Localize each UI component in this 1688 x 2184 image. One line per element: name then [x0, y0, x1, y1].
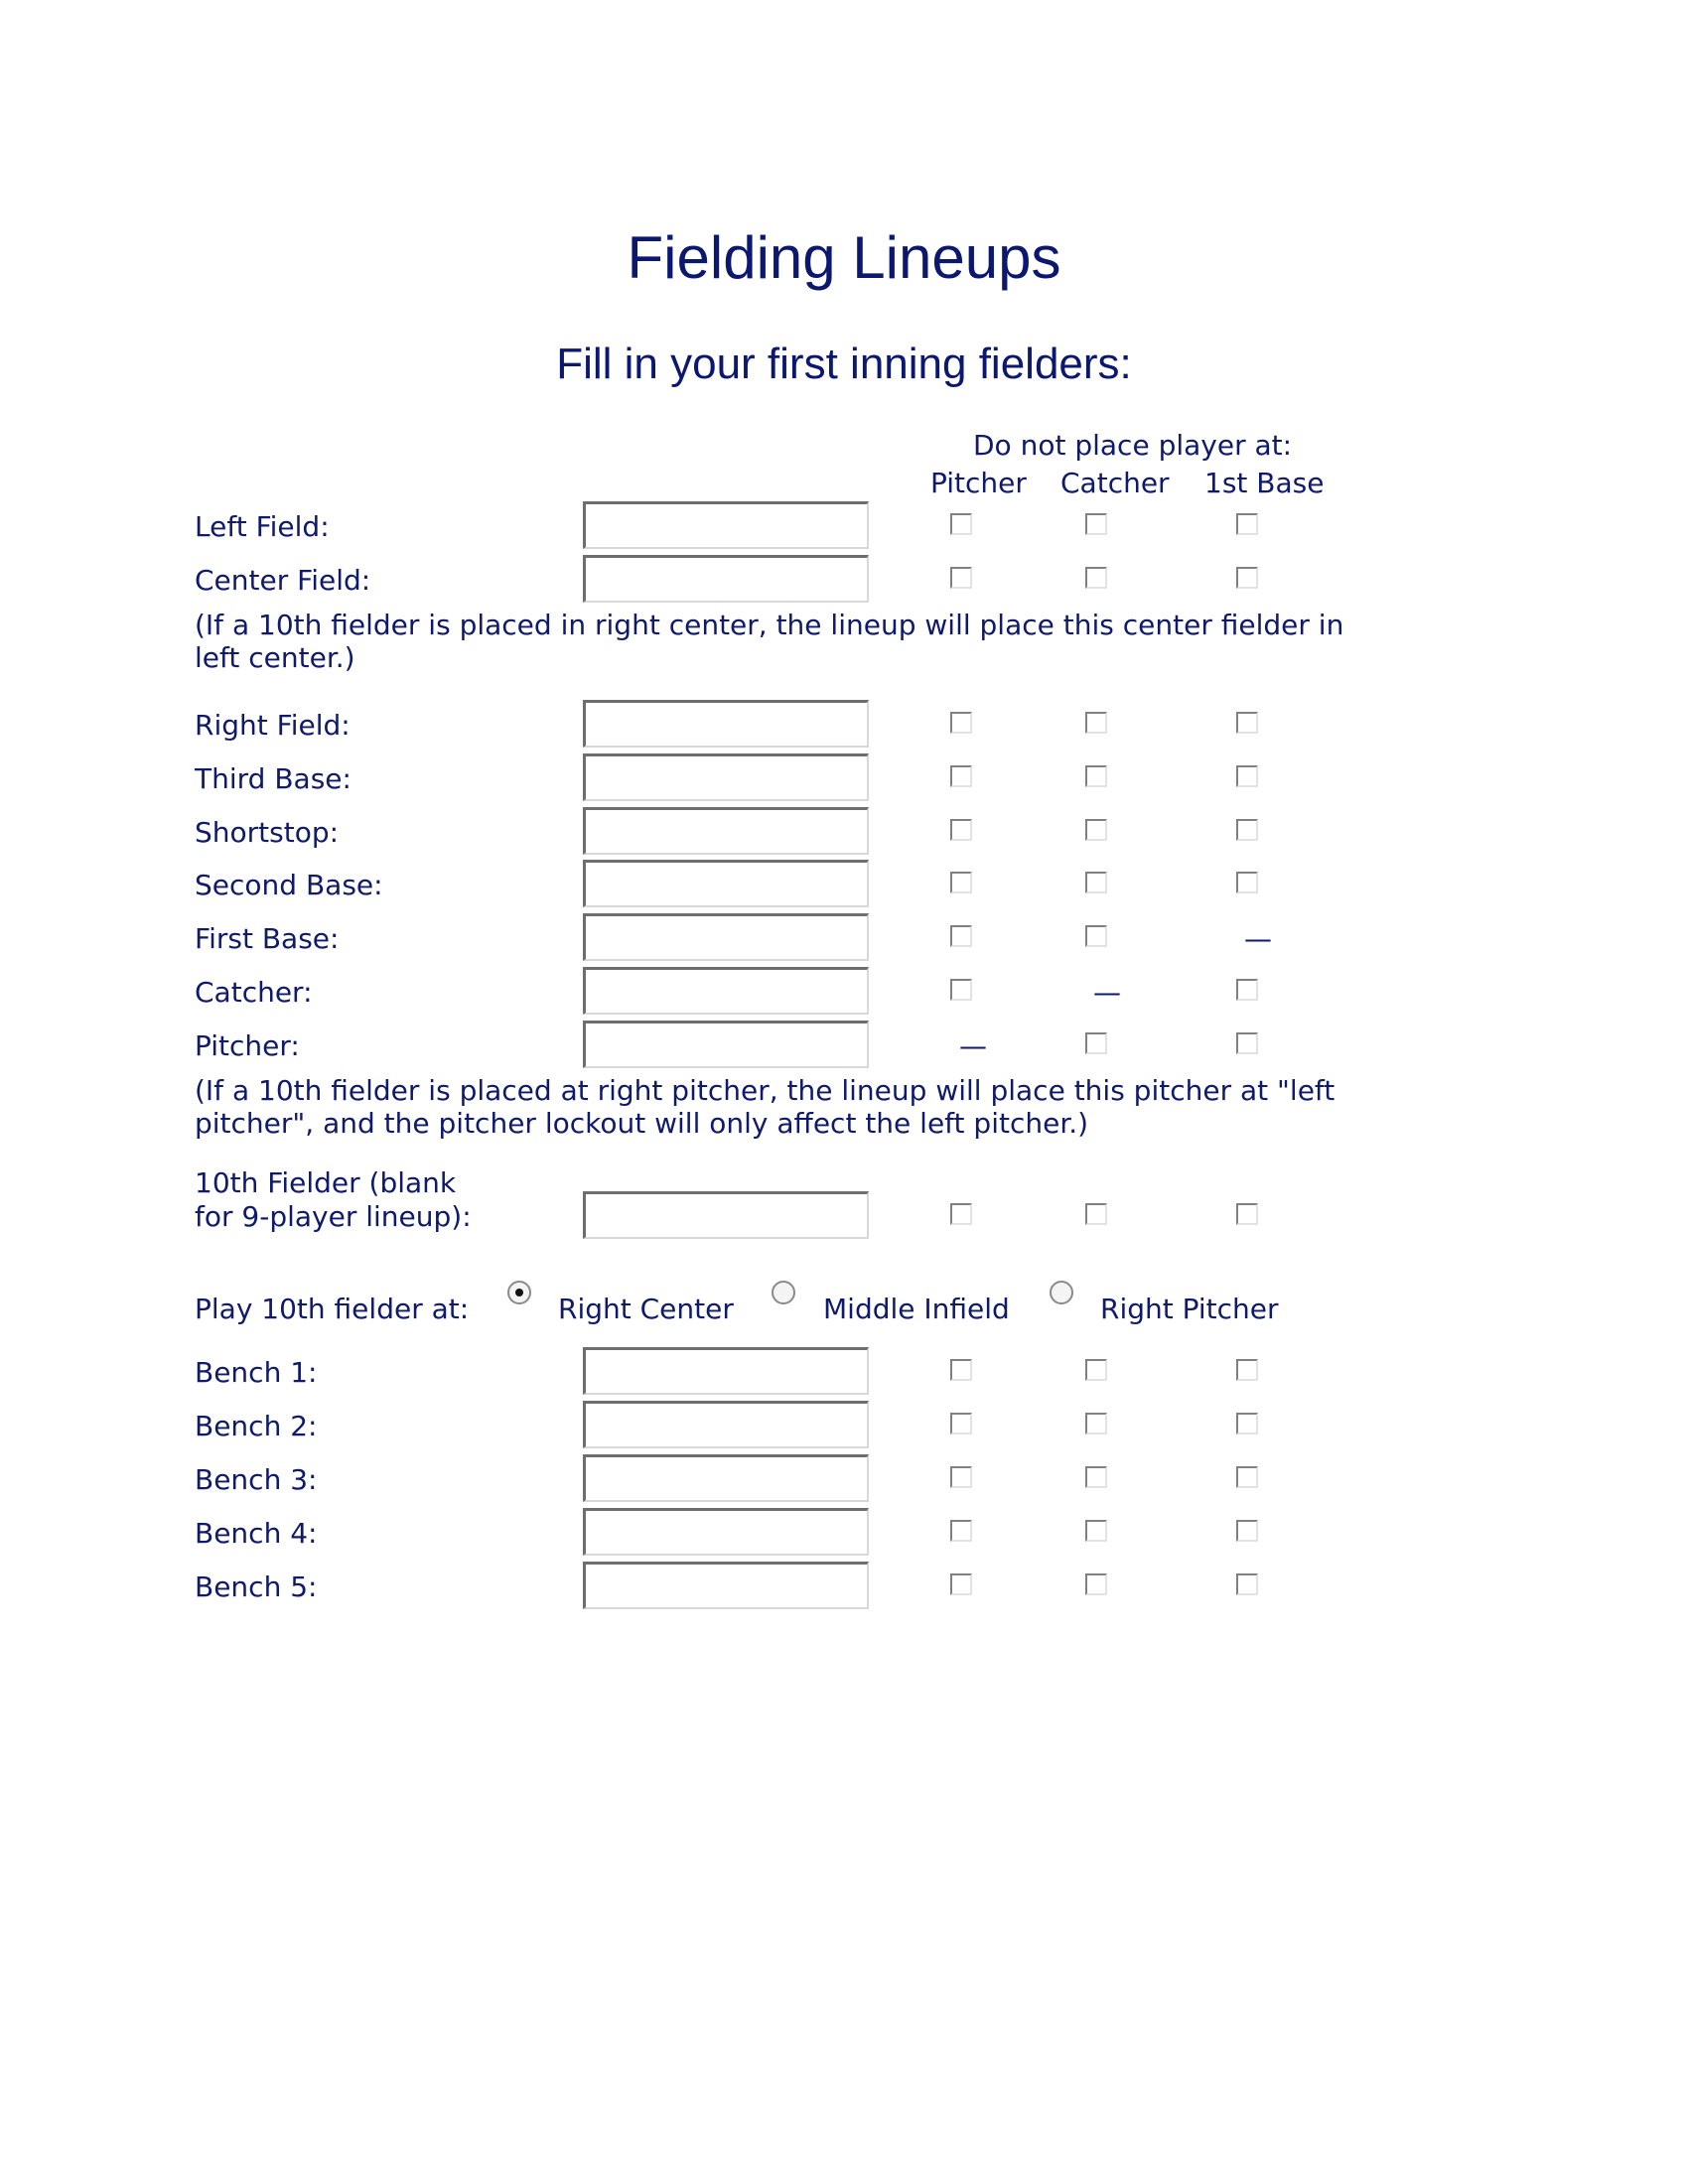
row-pitcher: [0, 1021, 1688, 1074]
no-first-base-checkbox[interactable]: [1236, 1413, 1258, 1434]
no-first-base-checkbox[interactable]: [1236, 979, 1258, 1001]
no-first-base-checkbox[interactable]: [1236, 819, 1258, 841]
bench-3-input[interactable]: [583, 1454, 869, 1502]
row-tenth-fielder: [0, 1166, 1688, 1276]
not-applicable-dash: —: [1093, 976, 1121, 1009]
row-third-base: [0, 753, 1688, 807]
no-catcher-checkbox[interactable]: [1085, 1359, 1107, 1381]
row-bench-3: [0, 1454, 1688, 1508]
middle-infield-radio[interactable]: [772, 1281, 795, 1304]
no-catcher-checkbox[interactable]: [1085, 872, 1107, 893]
no-pitcher-checkbox[interactable]: [950, 712, 972, 734]
no-first-base-checkbox[interactable]: [1236, 567, 1258, 589]
row-shortstop: [0, 807, 1688, 861]
right-center-label: Right Center: [558, 1293, 734, 1325]
right-center-radio[interactable]: [507, 1281, 531, 1304]
second-base-input[interactable]: [583, 860, 869, 907]
catcher-input[interactable]: [583, 967, 869, 1015]
right-pitcher-radio[interactable]: [1050, 1281, 1073, 1304]
pitcher-input[interactable]: [583, 1021, 869, 1068]
bench-5-input[interactable]: [583, 1562, 869, 1609]
no-first-base-checkbox[interactable]: [1236, 1520, 1258, 1542]
placement-label: Play 10th fielder at:: [195, 1293, 470, 1325]
page-subtitle: Fill in your first inning fielders:: [556, 340, 1132, 388]
row-bench-1: [0, 1347, 1688, 1401]
tenth-fielder-placement: [0, 1281, 1688, 1340]
no-catcher-checkbox[interactable]: [1085, 513, 1107, 535]
no-pitcher-checkbox[interactable]: [950, 1413, 972, 1434]
no-catcher-checkbox[interactable]: [1085, 819, 1107, 841]
center-field-note: (If a 10th fielder is placed in right center, the lineup will place this center fielder in left center.): [195, 609, 1344, 674]
position-label: First Base:: [195, 922, 340, 955]
row-bench-5: [0, 1562, 1688, 1615]
row-left-field: [0, 501, 1688, 555]
row-center-field: [0, 555, 1688, 609]
position-label: Left Field:: [195, 510, 330, 543]
position-label: Pitcher:: [195, 1029, 300, 1062]
no-catcher-checkbox[interactable]: [1085, 765, 1107, 787]
no-catcher-checkbox[interactable]: [1085, 1466, 1107, 1488]
no-pitcher-checkbox[interactable]: [950, 513, 972, 535]
no-pitcher-checkbox[interactable]: [950, 1359, 972, 1381]
bench-1-input[interactable]: [583, 1347, 869, 1395]
no-catcher-checkbox[interactable]: [1085, 1203, 1107, 1225]
row-catcher: [0, 967, 1688, 1021]
no-pitcher-checkbox[interactable]: [950, 872, 972, 893]
no-pitcher-checkbox[interactable]: [950, 1573, 972, 1595]
tenth-fielder-input[interactable]: [583, 1191, 869, 1239]
first-base-input[interactable]: [583, 913, 869, 961]
position-label: Third Base:: [195, 762, 352, 795]
no-first-base-checkbox[interactable]: [1236, 712, 1258, 734]
bench-2-input[interactable]: [583, 1401, 869, 1448]
no-pitcher-checkbox[interactable]: [950, 765, 972, 787]
position-label: Second Base:: [195, 869, 383, 901]
no-first-base-checkbox[interactable]: [1236, 765, 1258, 787]
no-first-base-checkbox[interactable]: [1236, 872, 1258, 893]
not-applicable-dash: —: [1244, 922, 1272, 955]
bench-label: Bench 2:: [195, 1410, 318, 1442]
row-right-field: [0, 700, 1688, 753]
column-header-first-base: 1st Base: [1204, 467, 1325, 499]
position-label: Catcher:: [195, 976, 313, 1009]
no-first-base-checkbox[interactable]: [1236, 1466, 1258, 1488]
pitcher-note: (If a 10th fielder is placed at right pitcher, the lineup will place this pitcher at "left pitcher", and the pitcher lockout will only affect the left pitcher.): [195, 1074, 1336, 1140]
page-title: Fielding Lineups: [627, 224, 1061, 291]
no-catcher-checkbox[interactable]: [1085, 1573, 1107, 1595]
no-catcher-checkbox[interactable]: [1085, 1032, 1107, 1054]
exclusion-header: Do not place player at:: [973, 429, 1293, 462]
no-pitcher-checkbox[interactable]: [950, 1520, 972, 1542]
no-pitcher-checkbox[interactable]: [950, 925, 972, 947]
position-label: 10th Fielder (blank for 9-player lineup):: [195, 1166, 472, 1233]
shortstop-input[interactable]: [583, 807, 869, 855]
row-second-base: [0, 860, 1688, 913]
bench-label: Bench 3:: [195, 1463, 318, 1496]
no-first-base-checkbox[interactable]: [1236, 1359, 1258, 1381]
right-pitcher-label: Right Pitcher: [1100, 1293, 1279, 1325]
no-pitcher-checkbox[interactable]: [950, 567, 972, 589]
column-header-catcher: Catcher: [1060, 467, 1170, 499]
no-catcher-checkbox[interactable]: [1085, 925, 1107, 947]
no-pitcher-checkbox[interactable]: [950, 979, 972, 1001]
position-label: Right Field:: [195, 709, 351, 742]
bench-label: Bench 5:: [195, 1570, 318, 1603]
no-pitcher-checkbox[interactable]: [950, 1203, 972, 1225]
no-first-base-checkbox[interactable]: [1236, 513, 1258, 535]
no-first-base-checkbox[interactable]: [1236, 1573, 1258, 1595]
no-first-base-checkbox[interactable]: [1236, 1203, 1258, 1225]
no-catcher-checkbox[interactable]: [1085, 1520, 1107, 1542]
left-field-input[interactable]: [583, 501, 869, 549]
row-bench-2: [0, 1401, 1688, 1454]
no-catcher-checkbox[interactable]: [1085, 1413, 1107, 1434]
no-pitcher-checkbox[interactable]: [950, 1466, 972, 1488]
not-applicable-dash: —: [959, 1029, 987, 1062]
right-field-input[interactable]: [583, 700, 869, 748]
no-catcher-checkbox[interactable]: [1085, 712, 1107, 734]
column-header-pitcher: Pitcher: [930, 467, 1027, 499]
row-bench-4: [0, 1508, 1688, 1562]
position-label: Center Field:: [195, 564, 371, 597]
middle-infield-label: Middle Infield: [823, 1293, 1010, 1325]
no-pitcher-checkbox[interactable]: [950, 819, 972, 841]
center-field-input[interactable]: [583, 555, 869, 603]
row-first-base: [0, 913, 1688, 967]
no-catcher-checkbox[interactable]: [1085, 567, 1107, 589]
third-base-input[interactable]: [583, 753, 869, 801]
position-label: Shortstop:: [195, 816, 340, 849]
bench-label: Bench 1:: [195, 1356, 318, 1389]
no-first-base-checkbox[interactable]: [1236, 1032, 1258, 1054]
bench-4-input[interactable]: [583, 1508, 869, 1556]
bench-label: Bench 4:: [195, 1517, 318, 1550]
